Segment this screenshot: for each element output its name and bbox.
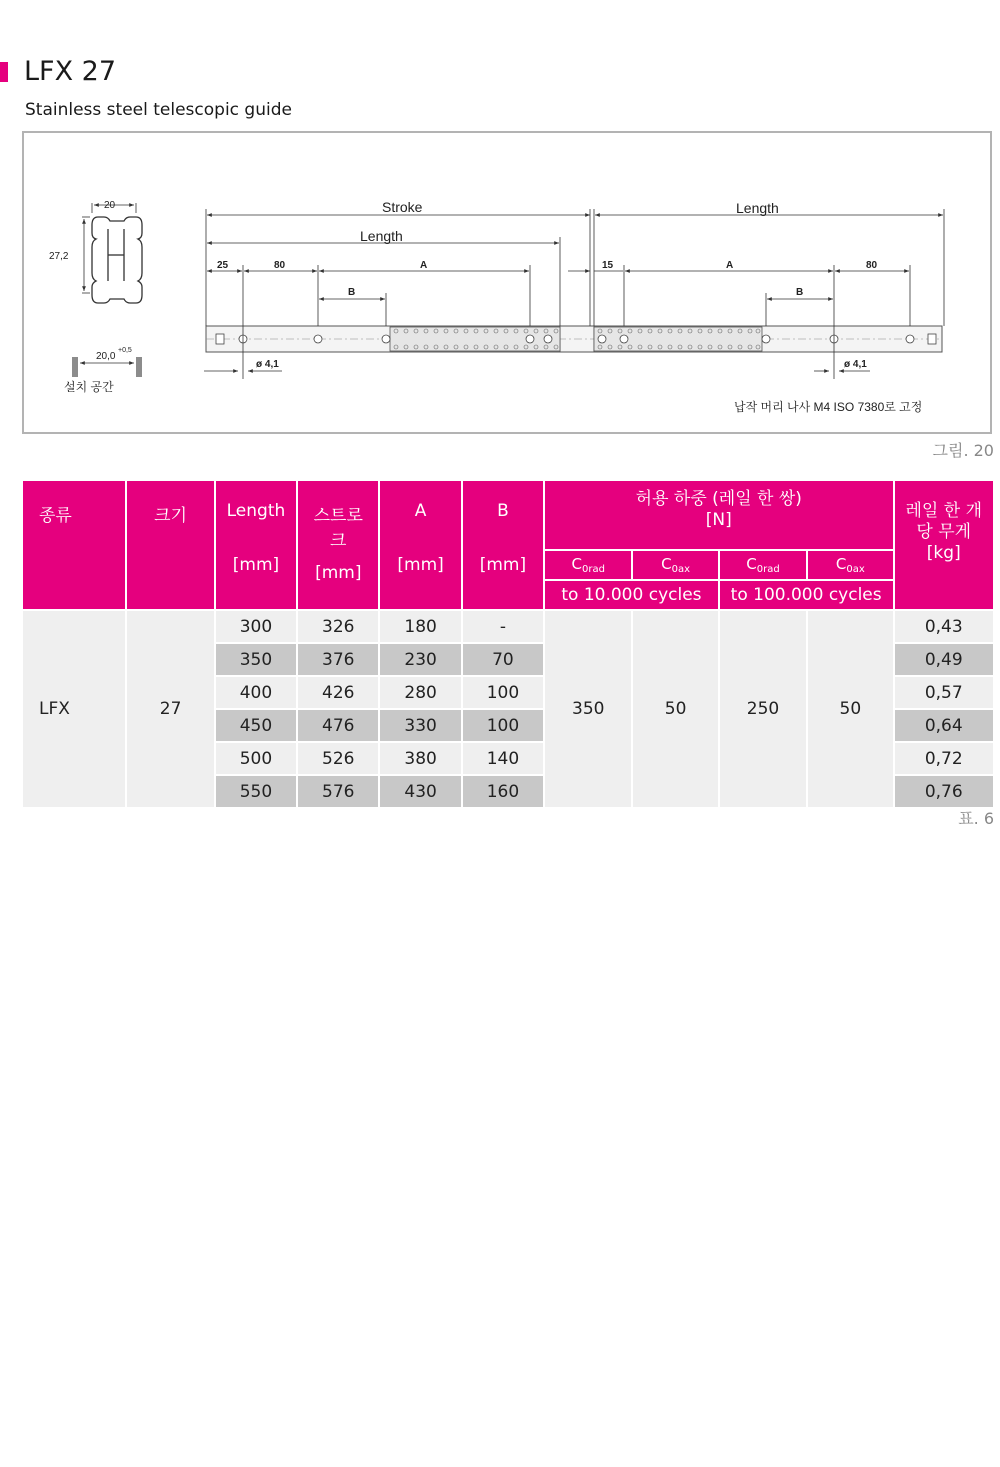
spec-table (21, 479, 995, 809)
th-a: A [mm] (380, 481, 460, 609)
cell-c0rad-100: 250 (720, 611, 806, 807)
dim-80-left: 80 (274, 260, 286, 271)
dim-width-20: 20 (104, 200, 116, 211)
dim-25: 25 (217, 260, 229, 271)
side-view (206, 326, 942, 352)
cell-b: 100 (463, 710, 543, 741)
cell-a: 180 (380, 611, 460, 642)
cell-weight: 0,72 (895, 743, 994, 774)
cell-b: 160 (463, 776, 543, 807)
cell-length: 500 (216, 743, 296, 774)
cell-length: 350 (216, 644, 296, 675)
dim-hole-right: ø 4,1 (844, 359, 867, 370)
cell-length: 400 (216, 677, 296, 708)
cell-length: 300 (216, 611, 296, 642)
cell-a: 230 (380, 644, 460, 675)
table-row (23, 611, 993, 642)
cell-weight: 0,49 (895, 644, 994, 675)
cell-b: - (463, 611, 543, 642)
dim-install-tol: +0,5 (118, 347, 132, 354)
table-caption: 표. 6 (958, 809, 994, 828)
dim-hole-left: ø 4,1 (256, 359, 279, 370)
title-accent-bar (0, 62, 8, 82)
cell-c0ax-10: 50 (633, 611, 717, 807)
cell-stroke: 326 (298, 611, 378, 642)
install-wall-left (72, 357, 78, 377)
th-length: Length [mm] (216, 481, 296, 609)
dim-80-right: 80 (866, 260, 878, 271)
cell-c0rad-10: 350 (545, 611, 631, 807)
th-cycles-100000: to 100.000 cycles (720, 581, 893, 609)
cell-a: 330 (380, 710, 460, 741)
cell-size: 27 (127, 611, 213, 807)
cell-type: LFX (23, 611, 125, 807)
th-c0ax-100: $C_{0ax}$ (808, 551, 892, 579)
dim-b-left: B (348, 287, 356, 298)
cell-weight: 0,76 (895, 776, 994, 807)
cell-b: 70 (463, 644, 543, 675)
cell-b: 100 (463, 677, 543, 708)
dim-a-left: A (420, 260, 428, 271)
dim-height-27-2: 27,2 (49, 251, 69, 262)
cell-length: 450 (216, 710, 296, 741)
install-space-label: 설치 공간 (64, 380, 114, 394)
cell-a: 380 (380, 743, 460, 774)
cell-stroke: 426 (298, 677, 378, 708)
install-wall-right (136, 357, 142, 377)
cell-weight: 0,64 (895, 710, 994, 741)
cell-a: 280 (380, 677, 460, 708)
dim-install-20: 20,0 (96, 351, 116, 362)
dim-length-top: Length (736, 200, 779, 216)
th-load: 허용 하중 (레일 한 쌍) [N] (545, 481, 892, 549)
th-c0rad-10: $C_{0rad}$ (545, 551, 631, 579)
cell-b: 140 (463, 743, 543, 774)
screw-note: 납작 머리 나사 M4 ISO 7380로 고정 (734, 400, 923, 414)
cell-a: 430 (380, 776, 460, 807)
cross-section (92, 217, 142, 303)
th-stroke: 스트로크 [mm] (298, 481, 378, 609)
dim-b-right: B (796, 287, 804, 298)
th-weight: 레일 한 개 당 무게 [kg] (895, 481, 994, 609)
th-c0rad-100: $C_{0rad}$ (720, 551, 806, 579)
th-type: 종류 (23, 481, 125, 609)
cell-weight: 0,57 (895, 677, 994, 708)
dim-a-right: A (726, 260, 734, 271)
cell-stroke: 526 (298, 743, 378, 774)
page-subtitle: Stainless steel telescopic guide (25, 100, 292, 120)
dim-stroke: Stroke (382, 199, 423, 215)
cell-stroke: 576 (298, 776, 378, 807)
cell-weight: 0,43 (895, 611, 994, 642)
technical-drawing (22, 131, 992, 434)
cell-stroke: 476 (298, 710, 378, 741)
th-c0ax-10: $C_{0ax}$ (633, 551, 717, 579)
cell-stroke: 376 (298, 644, 378, 675)
th-b: B [mm] (463, 481, 543, 609)
page-title: LFX 27 (24, 56, 117, 87)
dim-15: 15 (602, 260, 614, 271)
cell-c0ax-100: 50 (808, 611, 892, 807)
th-size: 크기 (127, 481, 213, 609)
dim-length-left: Length (360, 228, 403, 244)
figure-caption: 그림. 20 (932, 441, 994, 460)
drawing-svg (24, 133, 994, 436)
cell-length: 550 (216, 776, 296, 807)
th-cycles-10000: to 10.000 cycles (545, 581, 718, 609)
